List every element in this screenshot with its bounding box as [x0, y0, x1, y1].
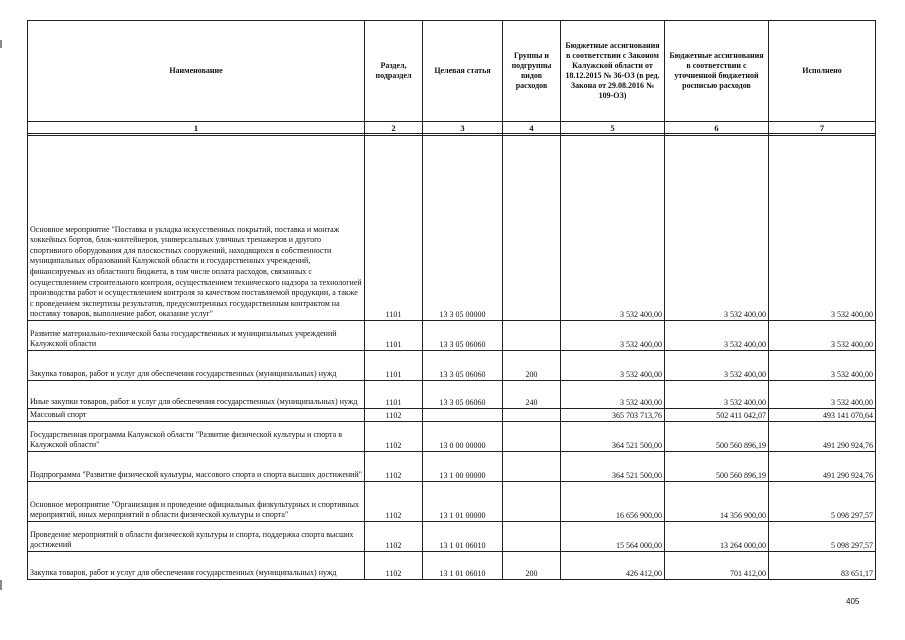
row-executed: 3 532 400,00	[769, 381, 876, 409]
row-refined-allocation: 13 264 000,00	[665, 522, 769, 552]
row-group: 200	[503, 552, 561, 580]
header-refined-allocations: Бюджетные ассигнования в соответствии с уточненной бюджетной росписью расходов	[665, 21, 769, 122]
row-name: Проведение мероприятий в области физической культуры и спорта, поддержка спорта высших достижений	[28, 522, 365, 552]
row-group	[503, 452, 561, 482]
row-law-allocation: 365 703 713,76	[561, 409, 665, 422]
scan-edge-mark	[0, 580, 2, 590]
row-executed: 5 098 297,57	[769, 482, 876, 522]
row-section: 1102	[365, 552, 423, 580]
row-refined-allocation: 3 532 400,00	[665, 351, 769, 381]
row-name: Подпрограмма "Развитие физической культуры, массового спорта и спорта высших достижений"	[28, 452, 365, 482]
row-law-allocation: 364 521 500,00	[561, 422, 665, 452]
row-section: 1102	[365, 522, 423, 552]
scan-edge-mark	[0, 40, 2, 48]
row-article: 13 3 05 00000	[423, 136, 503, 321]
row-law-allocation: 3 532 400,00	[561, 381, 665, 409]
table-row	[28, 552, 876, 580]
row-article: 13 0 00 00000	[423, 422, 503, 452]
row-group: 240	[503, 381, 561, 409]
row-executed: 3 532 400,00	[769, 136, 876, 321]
row-refined-allocation: 3 532 400,00	[665, 321, 769, 351]
column-number: 3	[423, 122, 503, 134]
row-name: Закупка товаров, работ и услуг для обеспечения государственных (муниципальных) нужд	[28, 552, 365, 580]
row-name: Закупка товаров, работ и услуг для обеспечения государственных (муниципальных) нужд	[28, 351, 365, 381]
header-executed: Исполнено	[769, 21, 876, 122]
page-number: 405	[846, 597, 860, 606]
row-executed: 493 141 070,64	[769, 409, 876, 422]
table-row	[28, 452, 876, 482]
table-row	[28, 422, 876, 452]
row-group	[503, 321, 561, 351]
row-name: Основное мероприятие "Поставка и укладка искусственных покрытий, поставка и монтаж хоккейных бортов, блок-контейнеров, универсальных уличных тренажеров и другого спортивного оборудования для плоскостных сооружений, находящихся в собственности муниципальных образований Калужской области и государственных учреждений, финансируемых из областного бюджета, в том числе оплата расходов, связанных с осуществлением строительного контроля, осуществлением технического надзора за технологией производства работ и осуществлением контроля за качеством поставляемой продукции, а также с проведением экспертизы результатов, предусмотренных государственным контрактом на поставку товаров, выполнение работ, оказание услуг"	[28, 136, 365, 321]
budget-table-sheet	[27, 20, 875, 580]
table-row	[28, 381, 876, 409]
column-number: 7	[769, 122, 876, 134]
row-refined-allocation: 14 356 900,00	[665, 482, 769, 522]
row-executed: 491 290 924,76	[769, 422, 876, 452]
row-name: Иные закупки товаров, работ и услуг для обеспечения государственных (муниципальных) нужд	[28, 381, 365, 409]
table-row	[28, 482, 876, 522]
row-article: 13 1 01 06010	[423, 522, 503, 552]
row-section: 1101	[365, 321, 423, 351]
row-article: 13 3 05 06060	[423, 381, 503, 409]
column-number: 2	[365, 122, 423, 134]
row-refined-allocation: 3 532 400,00	[665, 381, 769, 409]
header-law-allocations: Бюджетные ассигнования в соответствии с Законом Калужской области от 18.12.2015 № 36-ОЗ (в ред. Закона от 29.08.2016 № 109-ОЗ)	[561, 21, 665, 122]
row-refined-allocation: 502 411 042,07	[665, 409, 769, 422]
column-number: 1	[28, 122, 365, 134]
row-refined-allocation: 3 532 400,00	[665, 136, 769, 321]
header-group: Группы и подгруппы видов расходов	[503, 21, 561, 122]
row-group	[503, 522, 561, 552]
row-refined-allocation: 701 412,00	[665, 552, 769, 580]
row-group	[503, 136, 561, 321]
table-row	[28, 522, 876, 552]
row-group	[503, 482, 561, 522]
row-executed: 83 651,17	[769, 552, 876, 580]
column-number-row	[28, 122, 876, 134]
column-number: 5	[561, 122, 665, 134]
row-name: Основное мероприятие "Организация и проведение официальных физкультурных и спортивных мероприятий, иных мероприятий в области физической культуры и спорта"	[28, 482, 365, 522]
column-number: 6	[665, 122, 769, 134]
row-name: Развитие материально-технической базы государственных и муниципальных учреждений Калужской области	[28, 321, 365, 351]
row-executed: 3 532 400,00	[769, 321, 876, 351]
column-number: 4	[503, 122, 561, 134]
row-refined-allocation: 500 560 896,19	[665, 452, 769, 482]
header-article: Целевая статья	[423, 21, 503, 122]
row-law-allocation: 3 532 400,00	[561, 321, 665, 351]
table-row	[28, 409, 876, 422]
row-article: 13 1 01 00000	[423, 482, 503, 522]
row-executed: 5 098 297,57	[769, 522, 876, 552]
row-section: 1101	[365, 136, 423, 321]
row-article	[423, 409, 503, 422]
row-group	[503, 409, 561, 422]
row-article: 13 1 01 06010	[423, 552, 503, 580]
table-row	[28, 321, 876, 351]
row-executed: 491 290 924,76	[769, 452, 876, 482]
row-section: 1102	[365, 422, 423, 452]
header-name: Наименование	[28, 21, 365, 122]
row-refined-allocation: 500 560 896,19	[665, 422, 769, 452]
row-law-allocation: 16 656 900,00	[561, 482, 665, 522]
row-name: Государственная программа Калужской области "Развитие физической культуры и спорта в Калужской области"	[28, 422, 365, 452]
row-section: 1102	[365, 452, 423, 482]
row-group: 200	[503, 351, 561, 381]
row-executed: 3 532 400,00	[769, 351, 876, 381]
table-row	[28, 136, 876, 321]
row-law-allocation: 15 564 000,00	[561, 522, 665, 552]
table-row	[28, 351, 876, 381]
header-section: Раздел, подраздел	[365, 21, 423, 122]
row-article: 13 3 05 06060	[423, 321, 503, 351]
header-row	[28, 21, 876, 122]
row-section: 1101	[365, 351, 423, 381]
row-law-allocation: 426 412,00	[561, 552, 665, 580]
row-section: 1102	[365, 482, 423, 522]
row-section: 1101	[365, 381, 423, 409]
row-article: 13 3 05 06060	[423, 351, 503, 381]
budget-execution-table	[27, 20, 876, 580]
row-section: 1102	[365, 409, 423, 422]
row-law-allocation: 3 532 400,00	[561, 351, 665, 381]
row-article: 13 1 00 00000	[423, 452, 503, 482]
row-group	[503, 422, 561, 452]
row-law-allocation: 364 521 500,00	[561, 452, 665, 482]
row-law-allocation: 3 532 400,00	[561, 136, 665, 321]
row-name: Массовый спорт	[28, 409, 365, 422]
